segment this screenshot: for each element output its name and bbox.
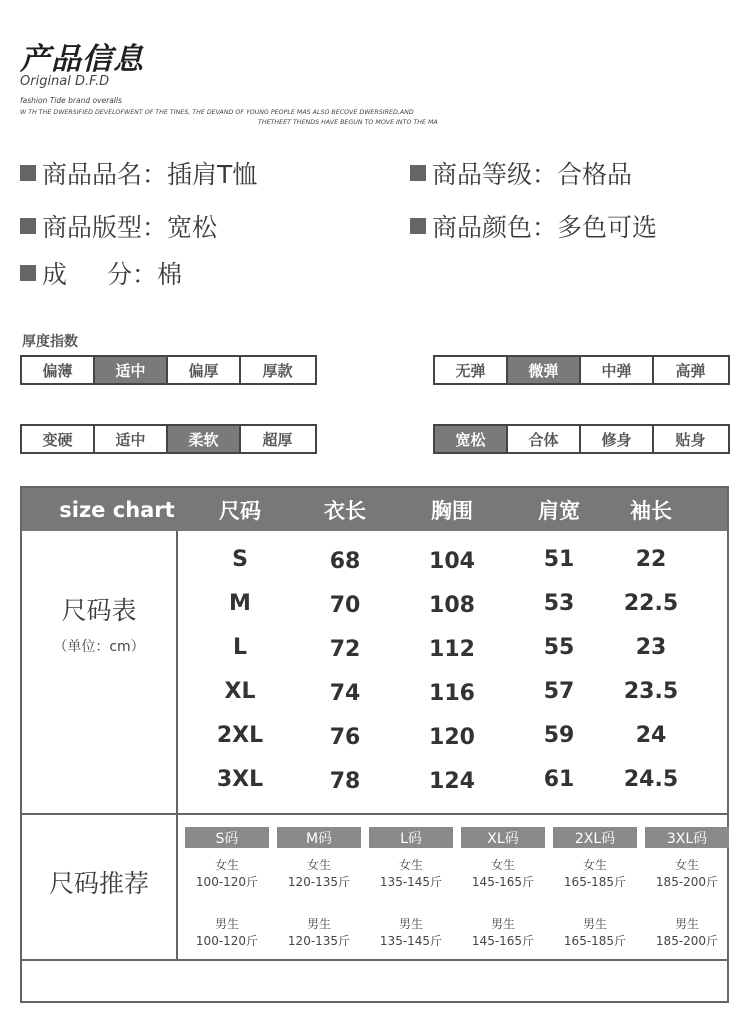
brand-tagline: fashion Tide brand overalls [20, 96, 122, 105]
female-label: 女生 [398, 858, 423, 872]
softness-option: 柔软 [168, 426, 241, 452]
elasticity-option: 微弹 [508, 357, 581, 383]
fit-option: 宽松 [435, 426, 508, 452]
size-table-cell: 59 [543, 723, 575, 748]
male-label: 男生 [582, 917, 607, 931]
female-weight-range: 135-145斤 [379, 875, 443, 889]
elasticity-option: 无弹 [435, 357, 508, 383]
male-label: 男生 [490, 917, 515, 931]
size-tag: 2XL码 [553, 827, 637, 848]
size-recommend-label: 尺码推荐 [48, 869, 149, 898]
col-header-size: 尺码 [219, 498, 261, 523]
info-product-grade [410, 155, 632, 191]
female-label: 女生 [674, 858, 699, 872]
softness-option: 变硬 [22, 426, 95, 452]
table-divider [20, 959, 729, 961]
female-label: 女生 [490, 858, 515, 872]
size-table-cell: 104 [429, 549, 475, 574]
size-table-cell: 124 [429, 769, 475, 794]
size-table-unit: （单位：cm） [53, 639, 145, 655]
info-product-name [20, 155, 257, 191]
square-bullet-icon [410, 165, 426, 181]
male-label: 男生 [214, 917, 239, 931]
fit-options [433, 424, 730, 454]
brand-text-line-2: THETHEET THENDS HAVE BEGUN TO MOVE INTO THE MA [258, 119, 438, 126]
size-table-cell: 24 [635, 723, 667, 748]
elasticity-option: 中弹 [581, 357, 654, 383]
size-table-cell: 55 [543, 635, 575, 660]
softness-option: 适中 [95, 426, 168, 452]
table-divider [20, 813, 729, 815]
male-weight-range: 185-200斤 [655, 934, 719, 948]
size-table-cell: 112 [429, 637, 475, 662]
male-weight-range: 120-135斤 [287, 934, 351, 948]
size-chart-corner: size chart [59, 497, 175, 522]
info-product-fit-text: 商品版型：宽松 [42, 213, 218, 242]
size-tag: S码 [185, 827, 269, 848]
size-tag: L码 [369, 827, 453, 848]
male-label: 男生 [306, 917, 331, 931]
size-tag: XL码 [461, 827, 545, 848]
size-table-cell: 23 [635, 635, 667, 660]
male-weight-range: 135-145斤 [379, 934, 443, 948]
male-label: 男生 [674, 917, 699, 931]
table-divider [176, 531, 178, 961]
female-weight-range: 185-200斤 [655, 875, 719, 889]
size-table-cell: 70 [329, 593, 361, 618]
info-product-fit [20, 208, 217, 244]
female-label: 女生 [306, 858, 331, 872]
page-title: 产品信息 [20, 42, 144, 77]
female-label: 女生 [214, 858, 239, 872]
female-weight-range: 100-120斤 [195, 875, 259, 889]
size-table-cell: 57 [543, 679, 575, 704]
thickness-option: 偏厚 [168, 357, 241, 383]
size-table-cell: 76 [329, 725, 361, 750]
thickness-option: 厚款 [241, 357, 314, 383]
square-bullet-icon [20, 165, 36, 181]
female-weight-range: 145-165斤 [471, 875, 535, 889]
brand-text-line-1: W TH THE DWERSIFIED DEVELOFWENT OF THE TINES, THE DEVAND OF YOUNG PEOPLE MAS ALSO BECOVE DWERSIRED,AND [20, 109, 414, 116]
size-table-cell: 3XL [216, 767, 264, 792]
fit-option: 贴身 [654, 426, 727, 452]
softness-options [20, 424, 317, 454]
thickness-index-label: 厚度指数 [22, 334, 78, 350]
thickness-option: 适中 [95, 357, 168, 383]
size-table-cell: 51 [543, 547, 575, 572]
info-product-color [410, 208, 657, 244]
size-table-cell: 61 [543, 767, 575, 792]
size-table-cell: S [232, 547, 248, 572]
male-label: 男生 [398, 917, 423, 931]
size-table-cell: 24.5 [623, 767, 679, 792]
size-table-cell: 23.5 [623, 679, 679, 704]
fit-option: 修身 [581, 426, 654, 452]
col-header-sleeve: 袖长 [630, 498, 672, 523]
size-table-cell: 68 [329, 549, 361, 574]
col-header-length: 衣长 [324, 498, 366, 523]
brand-name: Original D.F.D [20, 74, 110, 89]
square-bullet-icon [410, 218, 426, 234]
size-table-cell: M [229, 591, 251, 616]
info-product-name-text: 商品品名：插肩T恤 [42, 160, 258, 189]
size-table-cell: L [232, 635, 248, 660]
col-header-shoulder: 肩宽 [538, 498, 580, 523]
info-product-grade-text: 商品等级：合格品 [432, 160, 633, 189]
info-material-value: 分：棉 [107, 260, 183, 289]
female-weight-range: 165-185斤 [563, 875, 627, 889]
col-header-chest: 胸围 [431, 498, 473, 523]
softness-option: 超厚 [241, 426, 314, 452]
size-table-cell: 116 [429, 681, 475, 706]
thickness-option: 偏薄 [22, 357, 95, 383]
male-weight-range: 165-185斤 [563, 934, 627, 948]
thickness-options [20, 355, 317, 385]
male-weight-range: 100-120斤 [195, 934, 259, 948]
info-material-label: 成 [42, 260, 68, 289]
elasticity-options [433, 355, 730, 385]
size-tag: M码 [277, 827, 361, 848]
info-product-color-text: 商品颜色：多色可选 [432, 213, 658, 242]
size-table-label: 尺码表 [61, 596, 137, 625]
size-tag: 3XL码 [645, 827, 729, 848]
square-bullet-icon [20, 265, 36, 281]
size-table-cell: 120 [429, 725, 475, 750]
fit-option: 合体 [508, 426, 581, 452]
size-table-cell: 22.5 [623, 591, 679, 616]
size-table-cell: 53 [543, 591, 575, 616]
info-product-material [20, 255, 182, 291]
size-table-cell: 74 [329, 681, 361, 706]
size-table-cell: 108 [429, 593, 475, 618]
elasticity-option: 高弹 [654, 357, 727, 383]
male-weight-range: 145-165斤 [471, 934, 535, 948]
square-bullet-icon [20, 218, 36, 234]
size-table-cell: 78 [329, 769, 361, 794]
female-label: 女生 [582, 858, 607, 872]
size-table-cell: 2XL [216, 723, 264, 748]
size-table-cell: XL [224, 679, 256, 704]
female-weight-range: 120-135斤 [287, 875, 351, 889]
size-table-cell: 72 [329, 637, 361, 662]
size-table-cell: 22 [635, 547, 667, 572]
